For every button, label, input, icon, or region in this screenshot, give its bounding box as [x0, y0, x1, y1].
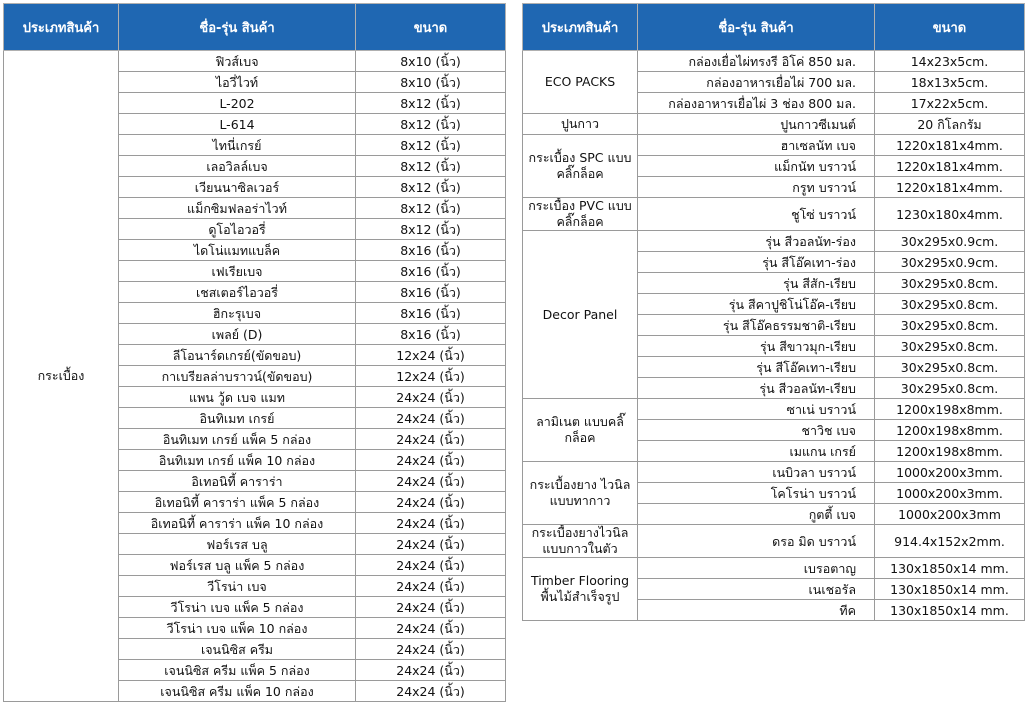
product-name-cell: วีโรน่า เบจ แพ็ค 10 กล่อง: [119, 618, 356, 639]
size-cell: 24x24 (นิ้ว): [356, 450, 506, 471]
product-name-cell: เนเชอรัล: [638, 579, 875, 600]
product-name-cell: กล่องอาหารเยื่อไผ่ 700 มล.: [638, 72, 875, 93]
product-name-cell: เพลย์ (D): [119, 324, 356, 345]
size-cell: 24x24 (นิ้ว): [356, 660, 506, 681]
category-cell: ECO PACKS: [523, 51, 638, 114]
product-name-cell: กล่องเยื่อไผ่ทรงรี อิโค่ 850 มล.: [638, 51, 875, 72]
product-name-cell: ฮิกะรุเบจ: [119, 303, 356, 324]
product-name-cell: ชาวิช เบจ: [638, 420, 875, 441]
product-name-cell: เจนนิซิส ครีม แพ็ค 5 กล่อง: [119, 660, 356, 681]
size-cell: 1220x181x4mm.: [875, 156, 1025, 177]
size-cell: 8x12 (นิ้ว): [356, 219, 506, 240]
category-cell: ปูนกาว: [523, 114, 638, 135]
table-row: [523, 135, 1025, 156]
size-cell: 30x295x0.8cm.: [875, 378, 1025, 399]
product-name-cell: เวียนนาซิลเวอร์: [119, 177, 356, 198]
product-name-cell: รุ่น สีโอ๊คธรรมชาติ-เรียบ: [638, 315, 875, 336]
product-name-cell: วีโรน่า เบจ: [119, 576, 356, 597]
size-cell: 30x295x0.8cm.: [875, 336, 1025, 357]
product-name-cell: รุ่น สีวอลนัท-เรียบ: [638, 378, 875, 399]
size-cell: 1200x198x8mm.: [875, 441, 1025, 462]
size-cell: 30x295x0.9cm.: [875, 231, 1025, 252]
category-cell: กระเบื้อง: [4, 51, 119, 702]
size-cell: 914.4x152x2mm.: [875, 525, 1025, 558]
product-name-cell: เนบิวลา บราวน์: [638, 462, 875, 483]
product-name-cell: L-614: [119, 114, 356, 135]
product-name-cell: ดูโอไอวอรี่: [119, 219, 356, 240]
product-name-cell: แพน วู้ด เบจ แมท: [119, 387, 356, 408]
size-cell: 8x12 (นิ้ว): [356, 114, 506, 135]
table-row: [523, 525, 1025, 558]
product-name-cell: อินทิเมท เกรย์: [119, 408, 356, 429]
size-cell: 24x24 (นิ้ว): [356, 639, 506, 660]
size-cell: 1000x200x3mm.: [875, 462, 1025, 483]
right-product-table: [522, 3, 1025, 621]
size-cell: 8x16 (นิ้ว): [356, 240, 506, 261]
left-product-table: [3, 3, 506, 702]
table-row: [523, 558, 1025, 579]
product-name-cell: เฟเรียเบจ: [119, 261, 356, 282]
table-row: [523, 462, 1025, 483]
header-product-name: ชื่อ-รุ่น สินค้า: [638, 4, 875, 51]
table-row: [523, 198, 1025, 231]
size-cell: 24x24 (นิ้ว): [356, 429, 506, 450]
header-row: [523, 4, 1025, 51]
size-cell: 30x295x0.8cm.: [875, 357, 1025, 378]
size-cell: 8x12 (นิ้ว): [356, 93, 506, 114]
product-name-cell: ดรอ มิด บราวน์: [638, 525, 875, 558]
size-cell: 30x295x0.8cm.: [875, 294, 1025, 315]
header-product-name: ชื่อ-รุ่น สินค้า: [119, 4, 356, 51]
header-category: ประเภทสินค้า: [523, 4, 638, 51]
product-name-cell: ไทนี่เกรย์: [119, 135, 356, 156]
table-row: [523, 114, 1025, 135]
product-name-cell: อินทิเมท เกรย์ แพ็ค 5 กล่อง: [119, 429, 356, 450]
size-cell: 12x24 (นิ้ว): [356, 366, 506, 387]
size-cell: 8x10 (นิ้ว): [356, 72, 506, 93]
category-cell: Decor Panel: [523, 231, 638, 399]
size-cell: 24x24 (นิ้ว): [356, 513, 506, 534]
category-cell: กระเบื้อง SPC แบบคลิ๊กล็อค: [523, 135, 638, 198]
size-cell: 30x295x0.9cm.: [875, 252, 1025, 273]
product-name-cell: กล่องอาหารเยื่อไผ่ 3 ช่อง 800 มล.: [638, 93, 875, 114]
product-name-cell: อิเทอนิที้ คาราร่า แพ็ค 5 กล่อง: [119, 492, 356, 513]
product-name-cell: โคโรน่า บราวน์: [638, 483, 875, 504]
category-cell: กระเบื้องยาง ไวนิล แบบทากาว: [523, 462, 638, 525]
size-cell: 1220x181x4mm.: [875, 177, 1025, 198]
header-row: [4, 4, 506, 51]
product-name-cell: เบรอตาญ: [638, 558, 875, 579]
size-cell: 24x24 (นิ้ว): [356, 387, 506, 408]
size-cell: 130x1850x14 mm.: [875, 579, 1025, 600]
size-cell: 30x295x0.8cm.: [875, 315, 1025, 336]
product-name-cell: ฟิวส์เบจ: [119, 51, 356, 72]
product-name-cell: อิเทอนิที้ คาราร่า: [119, 471, 356, 492]
product-name-cell: อิเทอนิที้ คาราร่า แพ็ค 10 กล่อง: [119, 513, 356, 534]
header-size: ขนาด: [875, 4, 1025, 51]
size-cell: 24x24 (นิ้ว): [356, 618, 506, 639]
product-name-cell: รุ่น สีวอลนัท-ร่อง: [638, 231, 875, 252]
size-cell: 14x23x5cm.: [875, 51, 1025, 72]
size-cell: 8x10 (นิ้ว): [356, 51, 506, 72]
size-cell: 24x24 (นิ้ว): [356, 534, 506, 555]
category-cell: กระเบื้องยางไวนิล แบบกาวในตัว: [523, 525, 638, 558]
size-cell: 1000x200x3mm: [875, 504, 1025, 525]
size-cell: 18x13x5cm.: [875, 72, 1025, 93]
product-name-cell: รุ่น สีสัก-เรียบ: [638, 273, 875, 294]
size-cell: 24x24 (นิ้ว): [356, 555, 506, 576]
table-row: [523, 399, 1025, 420]
product-name-cell: เจนนิซิส ครีม แพ็ค 10 กล่อง: [119, 681, 356, 702]
size-cell: 8x12 (นิ้ว): [356, 177, 506, 198]
product-name-cell: ชูโซ่ บราวน์: [638, 198, 875, 231]
category-cell: กระเบื้อง PVC แบบคลิ๊กล็อค: [523, 198, 638, 231]
size-cell: 1230x180x4mm.: [875, 198, 1025, 231]
product-name-cell: อินทิเมท เกรย์ แพ็ค 10 กล่อง: [119, 450, 356, 471]
size-cell: 8x12 (นิ้ว): [356, 135, 506, 156]
size-cell: 24x24 (นิ้ว): [356, 576, 506, 597]
product-name-cell: กูตตี้ เบจ: [638, 504, 875, 525]
product-name-cell: กรูท บราวน์: [638, 177, 875, 198]
product-name-cell: ปูนกาวซีเมนต์: [638, 114, 875, 135]
size-cell: 24x24 (นิ้ว): [356, 492, 506, 513]
size-cell: 8x16 (นิ้ว): [356, 282, 506, 303]
size-cell: 24x24 (นิ้ว): [356, 408, 506, 429]
size-cell: 24x24 (นิ้ว): [356, 681, 506, 702]
table-row: [523, 51, 1025, 72]
product-name-cell: เชสเตอร์ไอวอรี่: [119, 282, 356, 303]
product-name-cell: กาเบรียลล่าบราวน์(ขัดขอบ): [119, 366, 356, 387]
size-cell: 8x16 (นิ้ว): [356, 303, 506, 324]
size-cell: 8x12 (นิ้ว): [356, 198, 506, 219]
size-cell: 1000x200x3mm.: [875, 483, 1025, 504]
category-cell: Timber Flooring พื้นไม้สำเร็จรูป: [523, 558, 638, 621]
size-cell: 20 กิโลกรัม: [875, 114, 1025, 135]
size-cell: 30x295x0.8cm.: [875, 273, 1025, 294]
size-cell: 1200x198x8mm.: [875, 399, 1025, 420]
product-name-cell: ทีค: [638, 600, 875, 621]
product-name-cell: แม็กนัท บราวน์: [638, 156, 875, 177]
size-cell: 1220x181x4mm.: [875, 135, 1025, 156]
product-name-cell: ฮาเซลนัท เบจ: [638, 135, 875, 156]
product-name-cell: แม็กซิมฟลอร่าไวท์: [119, 198, 356, 219]
product-name-cell: รุ่น สีคาปูชิโน่โอ๊ค-เรียบ: [638, 294, 875, 315]
product-name-cell: ฟอร์เรส บลู แพ็ค 5 กล่อง: [119, 555, 356, 576]
size-cell: 24x24 (นิ้ว): [356, 597, 506, 618]
product-name-cell: ลีโอนาร์ดเกรย์(ขัดขอบ): [119, 345, 356, 366]
size-cell: 1200x198x8mm.: [875, 420, 1025, 441]
product-name-cell: ซาเน่ บราวน์: [638, 399, 875, 420]
product-name-cell: ไดโน่แมทแบล็ค: [119, 240, 356, 261]
table-row: [4, 51, 506, 72]
header-size: ขนาด: [356, 4, 506, 51]
product-name-cell: ฟอร์เรส บลู: [119, 534, 356, 555]
product-name-cell: รุ่น สีโอ๊คเทา-ร่อง: [638, 252, 875, 273]
product-name-cell: เมแกน เกรย์: [638, 441, 875, 462]
header-category: ประเภทสินค้า: [4, 4, 119, 51]
size-cell: 12x24 (นิ้ว): [356, 345, 506, 366]
size-cell: 24x24 (นิ้ว): [356, 471, 506, 492]
product-name-cell: วีโรน่า เบจ แพ็ค 5 กล่อง: [119, 597, 356, 618]
product-name-cell: L-202: [119, 93, 356, 114]
category-cell: ลามิเนต แบบคลิ๊กล็อค: [523, 399, 638, 462]
product-name-cell: รุ่น สีขาวมุก-เรียบ: [638, 336, 875, 357]
size-cell: 8x16 (นิ้ว): [356, 324, 506, 345]
product-name-cell: เจนนิซิส ครีม: [119, 639, 356, 660]
size-cell: 17x22x5cm.: [875, 93, 1025, 114]
size-cell: 8x12 (นิ้ว): [356, 156, 506, 177]
product-name-cell: ไอวี่ไวท์: [119, 72, 356, 93]
table-row: [523, 231, 1025, 252]
size-cell: 130x1850x14 mm.: [875, 558, 1025, 579]
size-cell: 8x16 (นิ้ว): [356, 261, 506, 282]
product-name-cell: รุ่น สีโอ๊คเทา-เรียบ: [638, 357, 875, 378]
size-cell: 130x1850x14 mm.: [875, 600, 1025, 621]
product-name-cell: เลอวิลล์เบจ: [119, 156, 356, 177]
